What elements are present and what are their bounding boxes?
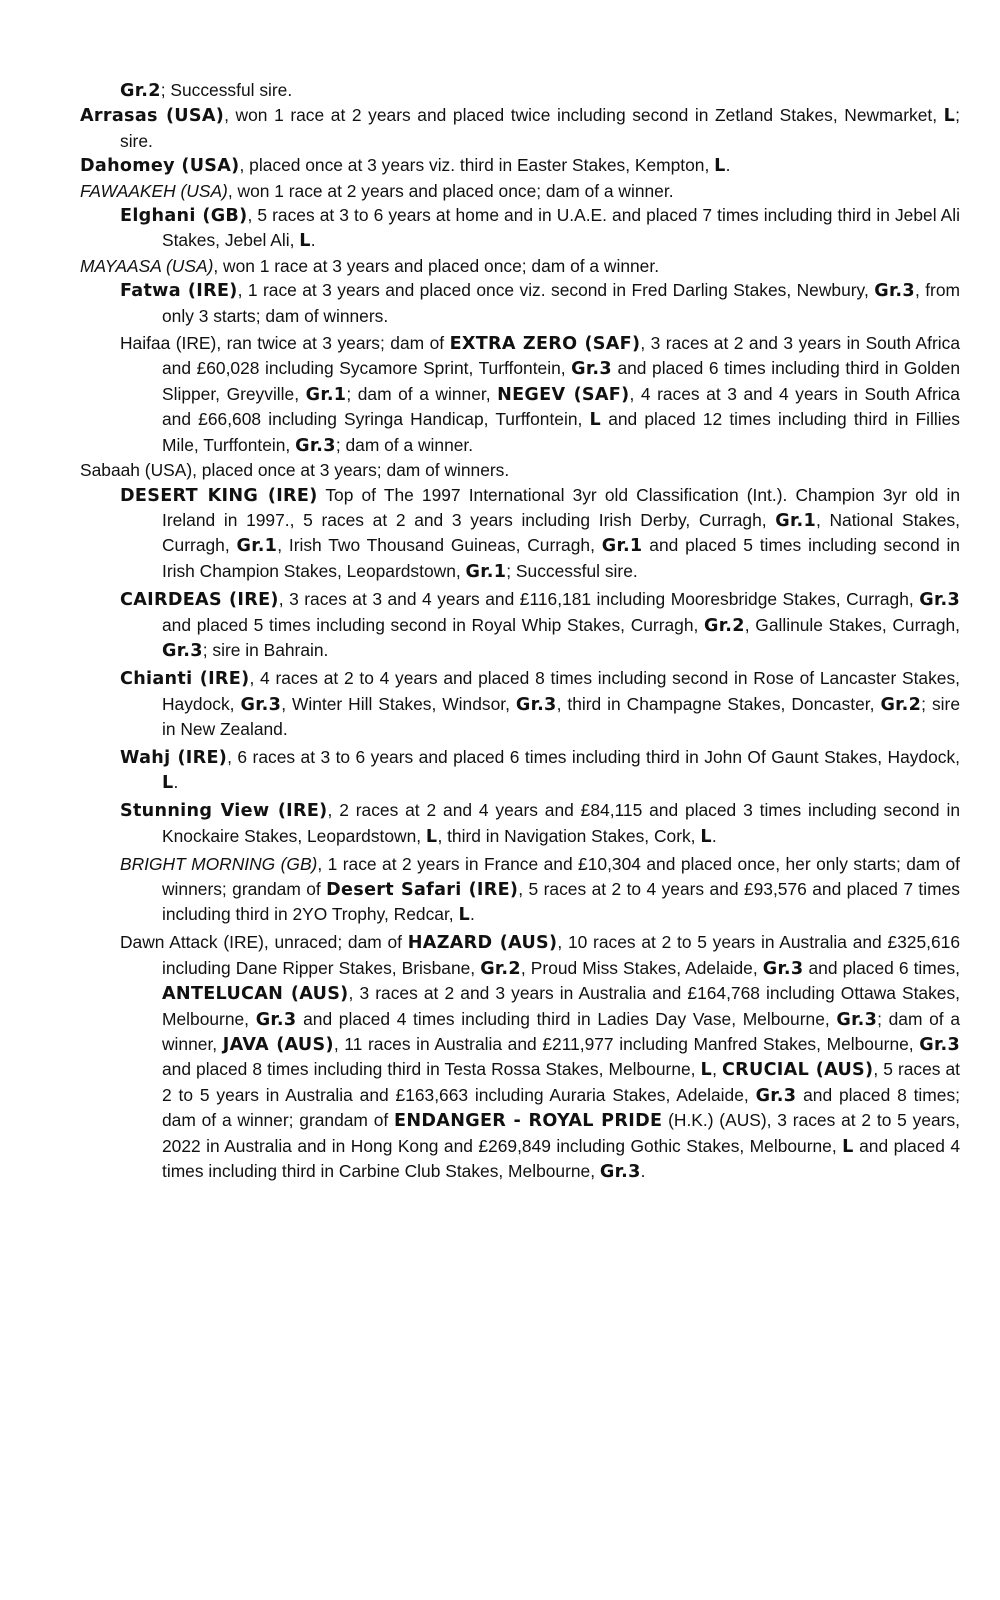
pedigree-entry [80,254,960,278]
italic-text: BRIGHT MORNING (GB) [120,854,318,875]
bold-text: HAZARD (AUS) [407,933,558,954]
pedigree-entry [80,798,960,849]
bold-text: Gr.3 [762,958,804,979]
entry-text: , 4 races at 3 and 4 years in South Africa and £66,608 including Syringa Handicap, Turffontein, [162,383,960,430]
entry-text: Sabaah (USA), placed once at 3 years; dam of winners. [80,460,510,481]
bold-text: Dahomey (USA) [80,156,240,177]
bold-text: Gr.3 [599,1162,641,1183]
entry-text: , [712,1059,722,1080]
pedigree-entry [80,103,960,153]
bold-text: Elghani (GB) [120,206,248,227]
entry-text: , 5 races at 2 to 5 years in Australia and £163,663 including Auraria Stakes, Adelaide, [162,1059,961,1105]
entry-text: , won 1 race at 3 years and placed once; dam of a winner. [213,255,660,276]
italic-text: FAWAAKEH (USA) [80,180,228,201]
entry-text: , won 1 race at 2 years and placed once; dam of a winner. [227,180,674,201]
entry-text: and placed 6 times including third in Golden Slipper, Greyville, [162,358,960,404]
entry-text: ; sire. [120,105,960,151]
entry-text: , 3 races at 2 and 3 years in Australia and £164,768 including Ottawa Stakes, Melbourne, [162,983,960,1029]
entry-text: , 10 races at 2 to 5 years in Australia and £325,616 including Dane Ripper Stakes, Brisbane, [162,932,960,978]
bold-text: Gr.3 [515,694,557,715]
entry-text: , 5 races at 3 to 6 years at home and in U.A.E. and placed 7 times including third in Jebel Ali Stakes, Jebel Ali, [162,205,960,251]
pedigree-entry [80,278,960,328]
entry-text: and placed 4 times including third in Ladies Day Vase, Melbourne, [296,1008,837,1029]
pedigree-entry [80,78,960,103]
entry-text: ; sire in Bahrain. [202,639,329,660]
bold-text: Wahj (IRE) [120,747,228,768]
entry-text: , 1 race at 3 years and placed once viz. second in Fred Darling Stakes, Newbury, [237,280,875,301]
bold-text: Gr.3 [295,435,336,456]
entry-text: , 1 race at 2 years in France and £10,304 and placed once, her only starts; dam of winners; grandam of [162,854,960,899]
bold-text: L [700,826,712,847]
bold-text: Gr.1 [465,561,507,582]
pedigree-entry [80,203,960,254]
entry-text: . [310,230,316,251]
pedigree-entry [80,587,960,663]
bold-text: Chianti (IRE) [120,669,250,690]
entry-text: , 5 races at 2 to 4 years and £93,576 and placed 7 times including third in 2YO Trophy, Redcar, [162,878,960,924]
bold-text: ENDANGER - ROYAL PRIDE [394,1111,663,1132]
entry-text: , third in Champagne Stakes, Doncaster, [556,693,881,714]
bold-text: Gr.3 [919,590,960,611]
entry-text: , 4 races at 2 to 4 years and placed 8 times including second in Rose of Lancaster Stakes, Haydock, [162,668,961,714]
entry-text: . [640,1161,646,1182]
bold-text: Gr.3 [919,1035,960,1056]
bold-text: Gr.2 [480,958,521,979]
entry-text: ; dam of a winner, [162,1008,960,1055]
bold-text: L [943,106,956,127]
bold-text: EXTRA ZERO (SAF) [449,334,641,355]
bold-text: Arrasas (USA) [80,106,225,127]
entry-text: ; sire in New Zealand. [162,693,960,740]
pedigree-entry [80,331,960,458]
entry-text: and placed 8 times; dam of a winner; grandam of [162,1084,960,1131]
pedigree-entry [80,666,960,741]
entry-text: Haifaa (IRE), ran twice at 3 years; dam of [120,333,450,354]
entry-text: and placed 5 times including second in Royal Whip Stakes, Curragh, [162,614,705,635]
entry-text: . [173,771,179,792]
bold-text: NEGEV (SAF) [497,384,630,405]
entry-text: ; dam of a winner. [335,434,474,455]
bold-text: Gr.1 [305,384,347,405]
entry-text: , 6 races at 3 to 6 years and placed 6 times including third in John Of Gaunt Stakes, Haydock, [227,746,961,767]
entry-text: . [725,155,731,176]
bold-text: L [458,905,470,925]
bold-text: Stunning View (IRE) [120,801,328,822]
bold-text: Gr.3 [162,640,203,661]
entry-text: ; Successful sire. [160,80,293,100]
entry-text: , National Stakes, Curragh, [162,509,960,556]
bold-text: Gr.3 [571,359,612,380]
entry-text: , 2 races at 2 and 4 years and £84,115 and placed 3 times including second in Knockaire Stakes, Leopardstown, [162,800,960,846]
bold-text: ANTELUCAN (AUS) [162,984,349,1005]
entry-text: (H.K.) (AUS), 3 races at 2 to 5 years, 2022 in Australia and in Hong Kong and £269,849 including Gothic Stakes, Melbourne, [162,1110,961,1156]
bold-text: L [714,156,726,177]
entry-text: , 3 races at 3 and 4 years and £116,181 including Mooresbridge Stakes, Curragh, [278,589,920,610]
bold-text: DESERT KING (IRE) [120,485,318,506]
bold-text: CRUCIAL (AUS) [721,1060,874,1081]
pedigree-entry [80,852,960,927]
entry-text: , placed once at 3 years viz. third in Easter Stakes, Kempton, [239,155,715,176]
bold-text: L [842,1136,854,1157]
entry-text: and placed 5 times including second in Irish Champion Stakes, Leopardstown, [162,535,960,581]
pedigree-entry [80,930,960,1184]
pedigree-entry [80,745,960,796]
bold-text: Gr.2 [120,81,161,101]
entry-text: ; Successful sire. [506,560,638,581]
bold-text: L [589,410,602,431]
entry-text: , won 1 race at 2 years and placed twice including second in Zetland Stakes, Newmarket, [224,105,944,126]
pedigree-entry [80,483,960,585]
bold-text: CAIRDEAS (IRE) [120,590,279,611]
bold-text: Gr.3 [874,281,915,302]
bold-text: Gr.3 [755,1085,797,1106]
bold-text: L [425,826,438,847]
entry-text: ; dam of a winner, [346,383,498,404]
bold-text: L [700,1060,713,1081]
bold-text: Gr.3 [836,1009,878,1030]
entry-text: Top of The 1997 International 3yr old Classification (Int.). Champion 3yr old in Ireland in 1997., 5 races at 2 and 3 years including Irish Derby, Curragh, [162,484,960,530]
pedigree-entry [80,153,960,178]
entry-text: . [711,825,717,846]
bold-text: Gr.1 [601,536,643,557]
entry-text: . [469,904,475,924]
entry-text: , Proud Miss Stakes, Adelaide, [520,957,763,978]
entry-text: and placed 8 times including third in Testa Rossa Stakes, Melbourne, [162,1059,701,1080]
bold-text: Gr.2 [880,694,922,715]
entry-text: Dawn Attack (IRE), unraced; dam of [120,932,408,953]
bold-text: Fatwa (IRE) [120,281,238,302]
bold-text: Desert Safari (IRE) [326,879,519,900]
pedigree-entry [80,179,960,203]
bold-text: Gr.1 [236,536,278,557]
entry-text: , Winter Hill Stakes, Windsor, [281,693,516,714]
bold-text: JAVA (AUS) [222,1035,334,1056]
italic-text: MAYAASA (USA) [80,255,214,276]
entry-text: , Irish Two Thousand Guineas, Curragh, [277,535,602,556]
bold-text: Gr.3 [255,1009,297,1030]
entry-text: and placed 6 times, [803,957,960,978]
bold-text: L [162,772,174,793]
bold-text: Gr.3 [240,694,282,715]
bold-text: L [299,231,311,252]
entry-text: and placed 12 times including third in Fillies Mile, Turffontein, [162,409,961,455]
entry-text: , from only 3 starts; dam of winners. [162,280,960,326]
bold-text: Gr.1 [775,510,816,531]
entry-text: and placed 4 times including third in Carbine Club Stakes, Melbourne, [162,1135,960,1182]
entry-text: , 11 races in Australia and £211,977 including Manfred Stakes, Melbourne, [333,1034,920,1055]
entry-text: , Gallinule Stakes, Curragh, [744,614,960,635]
pedigree-entry [80,458,960,482]
entry-text: , third in Navigation Stakes, Cork, [437,825,701,846]
entry-text: , 3 races at 2 and 3 years in South Africa and £60,028 including Sycamore Sprint, Turffontein, [162,333,960,379]
pedigree-document [80,78,960,1184]
bold-text: Gr.2 [704,615,745,636]
